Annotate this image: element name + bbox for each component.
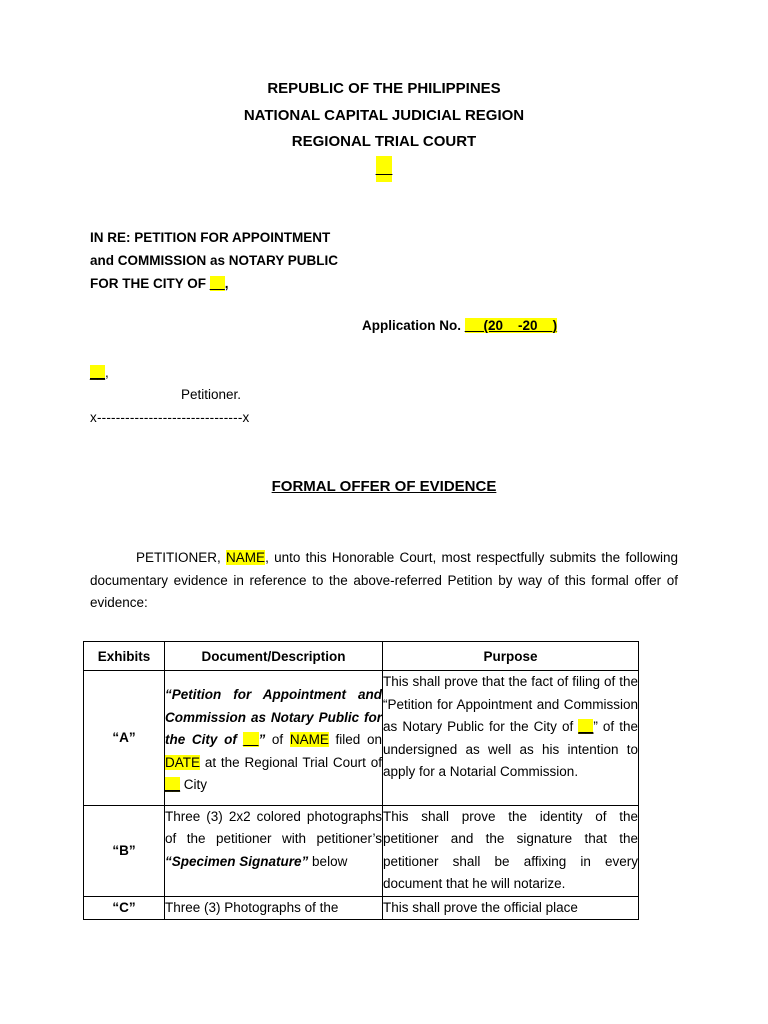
body-text: , unto this Honorable Court, most respectfully submits the following documentary evidence in reference to the above-referred Petition by way of this formal offer of evidence:: [90, 550, 679, 610]
table-row: [84, 671, 639, 806]
caption-line-2: and COMMISSION as NOTARY PUBLIC: [90, 253, 339, 268]
application-label: Application No.: [362, 318, 465, 333]
caption-line-1: IN RE: PETITION FOR APPOINTMENT: [90, 230, 331, 245]
purpose-a-text: This shall prove that the fact of filing of the “Petition for Appointment and Commission as Notary Public for the City of: [383, 674, 638, 734]
application-number-blank: __ (20__-20__): [464, 318, 558, 333]
header-document: Document/Description: [165, 642, 383, 671]
branch-blank: __: [376, 156, 393, 183]
doc-b-text: Three (3) 2x2 colored photographs of the petitioner with petitioner’s: [165, 808, 382, 846]
purpose-a-text-end: ” of the undersigned as well as his intention to apply for a Notarial Commission.: [383, 719, 639, 779]
doc-b-specimen: “Specimen Signature”: [165, 853, 309, 869]
header-exhibits: Exhibits: [84, 642, 165, 671]
purpose-description: [383, 671, 639, 806]
caption-line-3-suffix: ,: [224, 276, 229, 291]
doc-title-italic: “Petition for Appointment and Commission as Notary Public for the City of: [165, 687, 382, 747]
purpose-description: This shall prove the official place: [383, 896, 639, 920]
doc-filed: filed on: [328, 732, 382, 747]
caption-line-3: [90, 272, 338, 295]
body-paragraph: [90, 547, 678, 615]
petitioner-name-placeholder: NAME: [226, 550, 266, 565]
header-line-republic: REPUBLIC OF THE PHILIPPINES: [267, 80, 501, 97]
header-purpose: Purpose: [383, 642, 639, 671]
doc-city-blank: __: [243, 732, 259, 747]
exhibit-label: “A”: [84, 671, 165, 806]
petitioner-name-line: [90, 365, 109, 380]
header-line-region: NATIONAL CAPITAL JUDICIAL REGION: [243, 106, 525, 124]
header-line-court: REGIONAL TRIAL COURT: [291, 133, 477, 150]
doc-b-text-end: below: [308, 853, 348, 869]
document-title: FORMAL OFFER OF EVIDENCE: [271, 478, 497, 495]
doc-date-placeholder: DATE: [165, 754, 201, 770]
doc-title-close: ”: [258, 732, 266, 747]
purpose-description: This shall prove the identity of the petitioner and the signature that the petitioner shall be affixing in every document that he will notarize.: [383, 805, 639, 896]
doc-name-placeholder: NAME: [289, 732, 329, 747]
caption-separator: x-------------------------------x: [90, 410, 250, 425]
doc-at: at the Regional Trial Court of: [200, 754, 382, 770]
doc-city: City: [180, 777, 208, 792]
petitioner-name-blank: __: [90, 365, 106, 380]
doc-of: of: [265, 732, 284, 747]
evidence-table: [83, 641, 639, 920]
doc-court-blank: __: [165, 777, 181, 792]
document-description: [165, 671, 383, 806]
purpose-city-blank: __: [578, 719, 594, 734]
petitioner-name-suffix: ,: [105, 365, 109, 380]
document-description: Three (3) Photographs of the: [165, 896, 383, 920]
table-header-row: [84, 642, 639, 671]
case-caption: [90, 226, 338, 295]
table-row: [84, 805, 639, 896]
petitioner-label: Petitioner.: [181, 387, 242, 402]
body-prefix: PETITIONER,: [136, 550, 227, 565]
city-blank: __: [209, 276, 225, 291]
exhibit-label: “B”: [84, 805, 165, 896]
application-number: [362, 318, 557, 333]
table-row: [84, 896, 639, 920]
document-description: [165, 805, 383, 896]
caption-line-3-prefix: FOR THE CITY OF: [90, 276, 210, 291]
court-header: [0, 76, 768, 182]
exhibit-label: “C”: [84, 896, 165, 920]
